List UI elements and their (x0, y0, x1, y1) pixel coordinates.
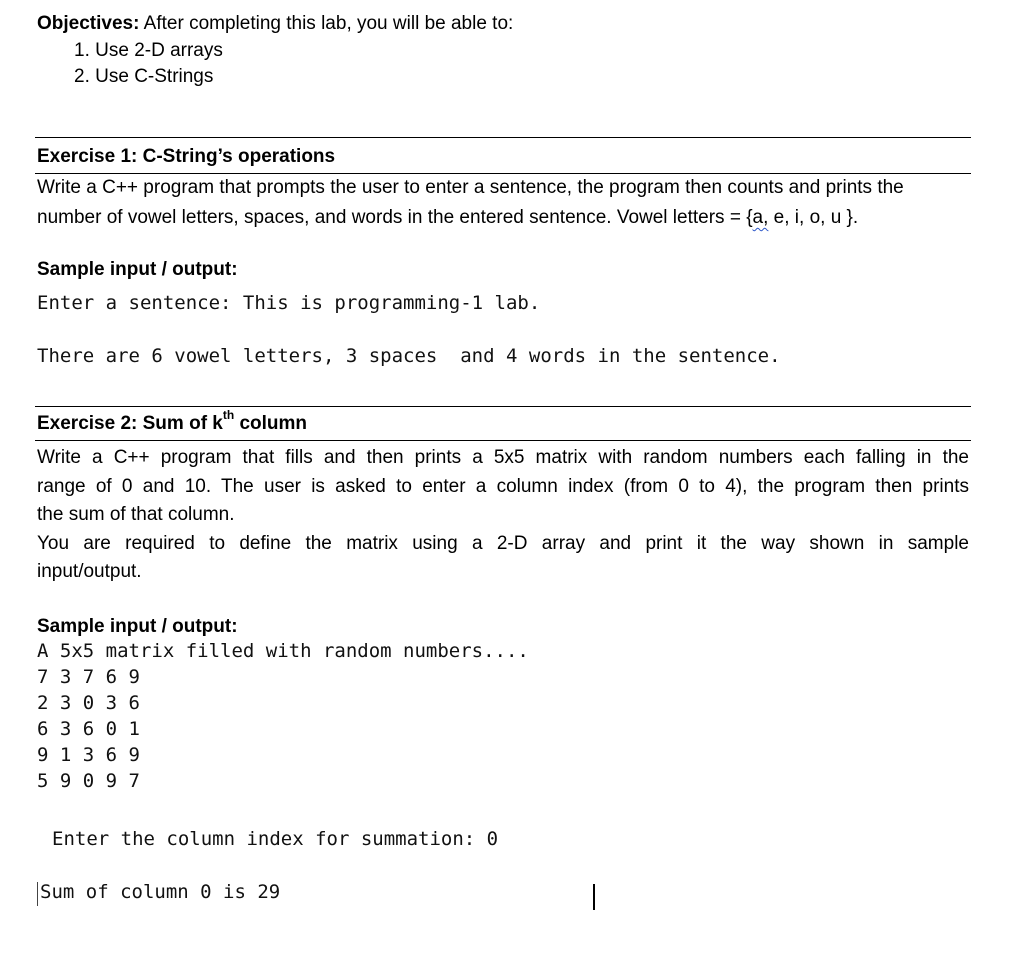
exercise2-description (37, 444, 969, 587)
exercise2-title-text: column (234, 413, 308, 434)
sum-result: Sum of column 0 is 29 (40, 881, 281, 903)
exercise2-title-text: Exercise 2: Sum of k (37, 413, 223, 434)
divider (35, 137, 971, 138)
matrix-row: 6 3 6 0 1 (37, 718, 140, 740)
exercise2-desc-line: input/output. (37, 561, 142, 582)
objectives-label: Objectives: (37, 13, 140, 34)
matrix-row: 5 9 0 9 7 (37, 770, 140, 792)
divider (35, 406, 971, 407)
exercise2-desc-line: the sum of that column. (37, 504, 235, 525)
exercise1-desc-line (37, 207, 858, 229)
matrix-row: 9 1 3 6 9 (37, 744, 140, 766)
objective-item: 1. Use 2-D arrays (74, 40, 223, 61)
objective-item: 2. Use C-Strings (74, 66, 214, 87)
exercise2-desc-line: Write a C++ program that fills and then prints a 5x5 matrix with random numbers each falling in the (37, 447, 969, 468)
objectives-heading (37, 13, 513, 35)
exercise1-title: Exercise 1: C-String’s operations (37, 146, 336, 167)
divider (35, 173, 971, 174)
spellcheck-underline: a, (752, 207, 769, 228)
exercise2-desc-line: range of 0 and 10. The user is asked to enter a column index (from 0 to 4), the program then prints (37, 475, 969, 497)
exercise2-desc-line: You are required to define the matrix using a 2-D array and print it the way shown in sample (37, 532, 969, 554)
exercise1-sample-output: There are 6 vowel letters, 3 spaces and 4 words in the sentence. (37, 345, 781, 367)
exercise1-sample-input: Enter a sentence: This is programming-1 lab. (37, 292, 541, 314)
exercise1-desc-line: Write a C++ program that prompts the user to enter a sentence, the program then counts and prints the (37, 177, 904, 198)
exercise2-title (37, 407, 308, 435)
exercise1-desc-text: e, i, o, u }. (768, 207, 859, 228)
exercise2-sample-label: Sample input / output: (37, 616, 238, 637)
matrix-row: 2 3 0 3 6 (37, 692, 140, 714)
margin-marker (37, 882, 38, 906)
objectives-intro: After completing this lab, you will be able to: (143, 13, 514, 34)
matrix-header: A 5x5 matrix filled with random numbers.... (37, 640, 529, 662)
matrix-row: 7 3 7 6 9 (37, 666, 140, 688)
divider (35, 440, 971, 441)
text-cursor (593, 884, 595, 910)
exercise1-desc-text: number of vowel letters, spaces, and words in the entered sentence. Vowel letters = { (37, 207, 753, 228)
column-prompt: Enter the column index for summation: 0 (52, 828, 499, 850)
exercise1-sample-label: Sample input / output: (37, 259, 238, 280)
exercise2-title-sup: th (222, 407, 235, 422)
